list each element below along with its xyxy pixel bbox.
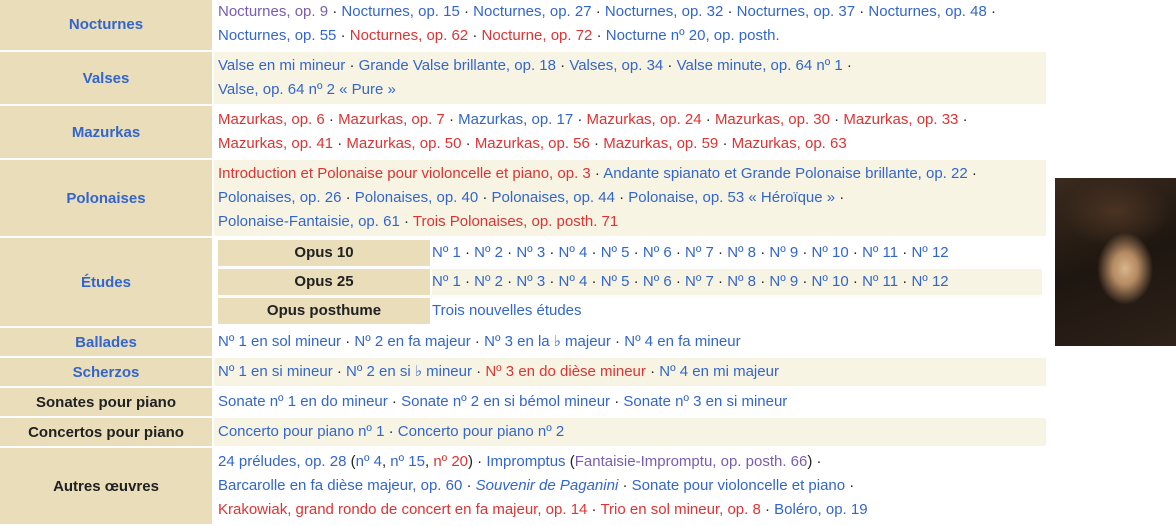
separator: · <box>812 453 822 470</box>
separator: · <box>471 363 486 380</box>
work-link[interactable]: Valse en mi mineur <box>218 57 346 74</box>
list-line <box>218 210 1042 234</box>
navbox-row-mazurkas <box>0 106 1046 158</box>
separator: · <box>478 189 492 206</box>
list-line <box>218 108 1042 132</box>
list-line <box>218 186 1042 210</box>
work-link[interactable]: Nocturnes, op. 37 <box>736 3 856 20</box>
work-link[interactable]: Nº 1 <box>432 273 461 290</box>
work-link[interactable]: Nº 8 <box>727 244 757 261</box>
work-link[interactable]: Nº 11 <box>862 244 899 261</box>
work-link[interactable]: Andante spianato et Grande Polonaise brillante, op. 22 <box>603 165 968 182</box>
group-label-sonates: Sonates pour piano <box>35 393 176 411</box>
work-link[interactable]: Mazurkas, op. 7 <box>338 111 445 128</box>
navbox-row-concertos <box>0 418 1046 446</box>
separator: · <box>830 111 844 128</box>
separator: · <box>333 135 347 152</box>
list-line <box>218 474 1042 498</box>
separator: · <box>718 135 732 152</box>
separator: · <box>460 244 475 261</box>
separator: · <box>587 244 601 261</box>
navbox-row-sonates <box>0 388 1046 416</box>
work-link[interactable]: Polonaise, op. 53 « Héroïque » <box>628 189 836 206</box>
separator: · <box>898 273 912 290</box>
work-link[interactable]: Mazurkas, op. 63 <box>731 135 847 152</box>
work-link[interactable]: Nocturne nº 20, op. posth. <box>605 27 780 44</box>
work-link[interactable]: Polonaises, op. 26 <box>218 189 342 206</box>
work-link[interactable]: nº 4 <box>355 453 382 470</box>
group-header-autres <box>0 448 214 524</box>
separator: · <box>645 363 660 380</box>
group-link-mazurkas[interactable]: Mazurkas <box>71 123 141 141</box>
separator: · <box>460 273 475 290</box>
list-line <box>218 162 1042 186</box>
work-link[interactable]: Nocturnes, op. 32 <box>604 3 724 20</box>
separator: · <box>589 135 604 152</box>
etudes-subtable <box>218 240 1042 324</box>
group-link-etudes[interactable]: Études <box>80 273 131 291</box>
subgroup-row <box>218 240 1042 268</box>
list-text: ( <box>346 453 356 470</box>
work-link[interactable]: Polonaise-Fantaisie, op. 61 <box>218 213 400 230</box>
separator: · <box>345 57 359 74</box>
separator: · <box>618 477 632 494</box>
work-link[interactable]: Nº 10 <box>811 273 849 290</box>
group-link-polonaises[interactable]: Polonaises <box>66 189 146 207</box>
group-header-concertos <box>0 418 214 446</box>
list-line <box>218 450 1042 474</box>
list-line <box>218 420 1042 444</box>
work-link[interactable]: Polonaises, op. 40 <box>354 189 479 206</box>
separator: · <box>399 213 413 230</box>
list-line <box>218 498 1042 522</box>
navbox-row-nocturnes <box>0 0 1046 50</box>
work-link[interactable]: nº 15 <box>390 453 425 470</box>
work-link[interactable]: Nº 4 <box>558 273 588 290</box>
work-link[interactable]: Sonate nº 3 en si mineur <box>623 393 788 410</box>
separator: · <box>713 273 728 290</box>
separator: · <box>958 111 968 128</box>
work-link[interactable]: Mazurkas, op. 33 <box>843 111 959 128</box>
work-link[interactable]: Nº 3 <box>516 273 546 290</box>
group-list-polonaises <box>214 160 1046 236</box>
work-link[interactable]: 24 préludes, op. 28 <box>218 453 347 470</box>
separator: · <box>592 27 606 44</box>
separator: · <box>587 273 601 290</box>
separator: · <box>461 135 475 152</box>
navbox-row-polonaises <box>0 160 1046 236</box>
separator: · <box>332 363 347 380</box>
work-link[interactable]: Nº 4 en fa mineur <box>624 333 741 350</box>
work-link[interactable]: Nocturnes, op. 9 <box>218 3 329 20</box>
work-link[interactable]: Nº 3 en do dièse mineur <box>485 363 646 380</box>
work-link[interactable]: Introduction et Polonaise pour violoncelle et piano, op. 3 <box>218 165 591 182</box>
work-link[interactable]: Nº 3 <box>516 244 546 261</box>
work-link[interactable]: Nocturnes, op. 27 <box>473 3 592 20</box>
work-link[interactable]: Mazurkas, op. 30 <box>714 111 830 128</box>
work-link[interactable]: Nº 2 <box>474 273 503 290</box>
separator: · <box>986 3 996 20</box>
work-link[interactable]: Trois Polonaises, op. posth. 71 <box>412 213 619 230</box>
group-link-valses[interactable]: Valses <box>82 69 130 87</box>
group-link-nocturnes[interactable]: Nocturnes <box>68 15 144 33</box>
separator: · <box>835 189 845 206</box>
work-link[interactable]: Nº 9 <box>769 244 799 261</box>
separator: · <box>713 244 728 261</box>
work-link[interactable]: Mazurkas, op. 17 <box>458 111 574 128</box>
list-text: ) <box>468 453 474 470</box>
list-line <box>218 390 1042 414</box>
group-header-polonaises <box>0 160 214 236</box>
separator: · <box>503 244 517 261</box>
group-list-valses <box>214 52 1046 104</box>
subgroup-header: Opus posthume <box>218 297 431 325</box>
separator: · <box>848 273 863 290</box>
separator: · <box>629 273 643 290</box>
separator: · <box>384 423 398 440</box>
group-list-concertos <box>214 418 1046 446</box>
separator: · <box>848 244 863 261</box>
list-line <box>218 54 1042 78</box>
separator: · <box>756 273 770 290</box>
work-link[interactable]: Boléro, op. 19 <box>774 501 868 518</box>
group-header-sonates <box>0 388 214 416</box>
navbox-row-autres <box>0 448 1046 524</box>
list-line <box>218 132 1042 156</box>
navbox-row-etudes <box>0 238 1046 326</box>
work-link[interactable]: Mazurkas, op. 50 <box>346 135 462 152</box>
navbox-row-scherzos <box>0 358 1046 386</box>
separator: · <box>663 57 677 74</box>
navbox-row-valses <box>0 52 1046 104</box>
work-link[interactable]: Nº 1 en sol mineur <box>218 333 342 350</box>
work-link[interactable]: Trio en sol mineur, op. 8 <box>600 501 761 518</box>
separator: · <box>341 189 355 206</box>
work-link[interactable]: Valses, op. 34 <box>569 57 664 74</box>
group-label-concertos: Concertos pour piano <box>28 423 184 441</box>
work-link[interactable]: Nº 12 <box>911 273 949 290</box>
separator: · <box>610 333 625 350</box>
separator: · <box>614 189 629 206</box>
work-link[interactable]: Sonate nº 2 en si bémol mineur <box>401 393 611 410</box>
group-link-scherzos[interactable]: Scherzos <box>72 363 140 381</box>
list-text: , <box>381 453 391 470</box>
work-link[interactable]: Mazurkas, op. 56 <box>474 135 590 152</box>
separator: · <box>459 3 474 20</box>
group-list-nocturnes <box>214 0 1046 50</box>
group-header-valses <box>0 52 214 104</box>
work-link[interactable]: Nº 1 <box>432 244 461 261</box>
work-link[interactable]: Nocturnes, op. 48 <box>868 3 987 20</box>
separator: · <box>324 111 339 128</box>
work-link[interactable]: Nº 2 en fa majeur <box>354 333 471 350</box>
work-link[interactable]: Nocturnes, op. 15 <box>341 3 460 20</box>
separator: · <box>723 3 737 20</box>
work-link[interactable]: Trois nouvelles études <box>432 302 582 319</box>
work-link[interactable]: Mazurkas, op. 24 <box>586 111 702 128</box>
group-header-ballades <box>0 328 214 356</box>
separator: · <box>756 244 770 261</box>
separator: · <box>842 57 852 74</box>
group-list-scherzos <box>214 358 1046 386</box>
group-list-sonates <box>214 388 1046 416</box>
work-link[interactable]: Nocturnes, op. 55 <box>218 27 337 44</box>
group-header-nocturnes <box>0 0 214 50</box>
subgroup-list <box>431 240 1042 268</box>
work-link[interactable]: Barcarolle en fa dièse majeur, op. 60 <box>218 477 463 494</box>
separator: · <box>341 333 355 350</box>
separator: · <box>573 111 587 128</box>
group-list-autres <box>214 448 1046 524</box>
list-line <box>218 24 1042 48</box>
group-list-mazurkas <box>214 106 1046 158</box>
work-link[interactable]: Nº 4 <box>558 244 588 261</box>
work-link[interactable]: Nº 4 en mi majeur <box>659 363 779 380</box>
work-link[interactable]: Mazurkas, op. 59 <box>603 135 719 152</box>
group-link-ballades[interactable]: Ballades <box>75 333 137 351</box>
group-header-scherzos <box>0 358 214 386</box>
separator: · <box>503 273 517 290</box>
work-link[interactable]: Valse minute, op. 64 nº 1 <box>676 57 843 74</box>
work-link[interactable]: Polonaises, op. 44 <box>491 189 615 206</box>
work-link[interactable]: Nº 2 en si ♭ mineur <box>346 363 472 380</box>
work-link[interactable]: Nº 8 <box>727 273 757 290</box>
list-line <box>218 0 1042 24</box>
separator: · <box>555 57 570 74</box>
separator: · <box>701 111 715 128</box>
separator: · <box>591 3 605 20</box>
separator: · <box>473 453 487 470</box>
separator: · <box>845 477 855 494</box>
separator: · <box>760 501 775 518</box>
separator: · <box>629 244 643 261</box>
work-link[interactable]: nº 20 <box>433 453 469 470</box>
work-link[interactable]: Mazurkas, op. 6 <box>218 111 325 128</box>
separator: · <box>462 477 476 494</box>
work-link[interactable]: Nº 10 <box>811 244 849 261</box>
work-link[interactable]: Mazurkas, op. 41 <box>218 135 334 152</box>
subgroup-list <box>431 297 1042 325</box>
work-link[interactable]: Krakowiak, grand rondo de concert en fa majeur, op. 14 <box>218 501 588 518</box>
subgroup-row <box>218 268 1042 297</box>
separator: · <box>967 165 977 182</box>
navbox-row-ballades <box>0 328 1046 356</box>
separator: · <box>798 244 812 261</box>
work-link[interactable]: Nº 9 <box>769 273 799 290</box>
work-link[interactable]: Nº 6 <box>642 244 672 261</box>
separator: · <box>336 27 350 44</box>
work-link[interactable]: Sonate pour violoncelle et piano <box>631 477 846 494</box>
list-text: ) <box>807 453 813 470</box>
work-link[interactable]: Souvenir de Paganini <box>475 477 619 494</box>
separator: · <box>671 273 686 290</box>
separator: · <box>671 244 686 261</box>
separator: · <box>470 333 485 350</box>
list-text: ( <box>565 453 575 470</box>
separator: · <box>387 393 402 410</box>
work-link[interactable]: Nocturnes, op. 62 <box>349 27 469 44</box>
work-link[interactable]: Nocturne, op. 72 <box>481 27 593 44</box>
work-link[interactable]: Nº 11 <box>862 273 899 290</box>
chopin-portrait-image[interactable] <box>1055 178 1176 346</box>
separator: · <box>468 27 482 44</box>
subgroup-header: Opus 25 <box>218 268 431 297</box>
list-line <box>218 360 1042 384</box>
work-link[interactable]: Grande Valse brillante, op. 18 <box>358 57 556 74</box>
work-link[interactable]: Nº 12 <box>911 244 949 261</box>
work-link[interactable]: Nº 2 <box>474 244 503 261</box>
group-list-ballades <box>214 328 1046 356</box>
work-link[interactable]: Nº 1 en si mineur <box>218 363 333 380</box>
separator: · <box>545 244 559 261</box>
list-line <box>218 330 1042 354</box>
separator: · <box>590 165 604 182</box>
subgroup-list <box>431 268 1042 297</box>
work-link[interactable]: Nº 7 <box>685 273 714 290</box>
work-link[interactable]: Nº 5 <box>600 244 630 261</box>
separator: · <box>545 273 559 290</box>
work-link[interactable]: Nº 3 en la ♭ majeur <box>484 333 611 350</box>
separator: · <box>798 273 812 290</box>
separator: · <box>855 3 869 20</box>
subgroup-header: Opus 10 <box>218 240 431 268</box>
list-line <box>218 78 1042 102</box>
work-link[interactable]: Fantaisie-Impromptu, op. posth. 66 <box>574 453 808 470</box>
work-link[interactable]: Nº 5 <box>600 273 630 290</box>
group-label-autres: Autres œuvres <box>53 477 159 495</box>
separator: · <box>610 393 624 410</box>
subgroup-row <box>218 297 1042 325</box>
group-list-etudes <box>214 238 1046 326</box>
work-link[interactable]: Concerto pour piano nº 2 <box>397 423 565 440</box>
work-link[interactable]: Nº 7 <box>685 244 714 261</box>
group-header-mazurkas <box>0 106 214 158</box>
work-link[interactable]: Sonate nº 1 en do mineur <box>218 393 388 410</box>
separator: · <box>587 501 601 518</box>
separator: · <box>898 244 912 261</box>
list-text: , <box>424 453 434 470</box>
separator: · <box>328 3 342 20</box>
separator: · <box>444 111 459 128</box>
work-link[interactable]: Nº 6 <box>642 273 672 290</box>
group-header-etudes <box>0 238 214 326</box>
work-link[interactable]: Valse, op. 64 nº 2 « Pure » <box>218 81 396 98</box>
work-link[interactable]: Concerto pour piano nº 1 <box>218 423 385 440</box>
work-link[interactable]: Impromptus <box>486 453 566 470</box>
